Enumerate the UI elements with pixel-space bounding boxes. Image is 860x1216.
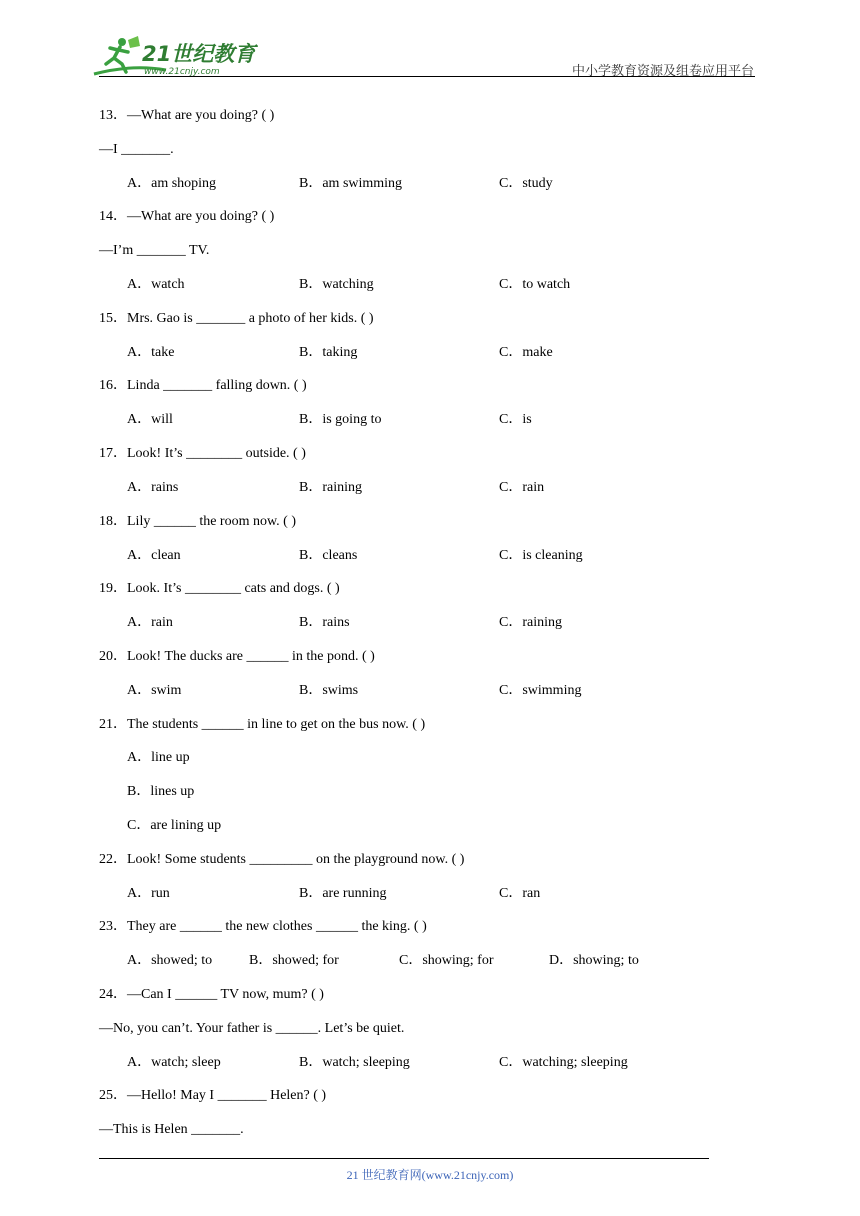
answer-option: A．rains xyxy=(127,480,179,495)
answer-option: B．am swimming xyxy=(299,176,403,191)
question-line: —I’m _______ TV. xyxy=(99,243,210,258)
question-line: —No, you can’t. Your father is ______. Let’s be quiet. xyxy=(99,1021,405,1036)
answer-option: B．lines up xyxy=(127,784,195,799)
site-logo xyxy=(92,34,258,78)
platform-title: 中小学教育资源及组卷应用平台 xyxy=(571,64,754,79)
question-line: —This is Helen _______. xyxy=(99,1122,244,1137)
answer-option: A．showed; to xyxy=(127,953,213,968)
answer-option: B．raining xyxy=(299,480,362,495)
footer-divider xyxy=(99,1158,709,1159)
answer-option: A．watch xyxy=(127,277,185,292)
answer-option: A．line up xyxy=(127,750,190,765)
answer-option: B．swims xyxy=(299,683,359,698)
question-line: 19．Look. It’s ________ cats and dogs. ( ) xyxy=(99,581,340,596)
header-divider xyxy=(99,76,755,77)
answer-option: B．showed; for xyxy=(249,953,339,968)
answer-option: B．cleans xyxy=(299,548,358,563)
answer-option: A．clean xyxy=(127,548,181,563)
question-line: 16．Linda _______ falling down. ( ) xyxy=(99,378,307,393)
answer-option: B．are running xyxy=(299,886,387,901)
question-line: 25．—Hello! May I _______ Helen? ( ) xyxy=(99,1088,327,1103)
answer-option: C．study xyxy=(499,176,553,191)
answer-option: C．ran xyxy=(499,886,541,901)
answer-option: A．am shoping xyxy=(127,176,217,191)
answer-option: B．watch; sleeping xyxy=(299,1055,410,1070)
question-line: 20．Look! The ducks are ______ in the pond. ( ) xyxy=(99,649,375,664)
answer-option: C．swimming xyxy=(499,683,582,698)
answer-option: C．make xyxy=(499,345,553,360)
answer-option: C．raining xyxy=(499,615,562,630)
answer-option: C．showing; for xyxy=(399,953,494,968)
question-line: 24．—Can I ______ TV now, mum? ( ) xyxy=(99,987,324,1002)
answer-option: A．take xyxy=(127,345,175,360)
answer-option: A．swim xyxy=(127,683,182,698)
answer-option: D．showing; to xyxy=(549,953,639,968)
logo-text: 21世纪教育 xyxy=(142,42,256,66)
answer-option: C．is cleaning xyxy=(499,548,583,563)
answer-option: A．will xyxy=(127,412,173,427)
answer-option: C．to watch xyxy=(499,277,571,292)
answer-option: C．watching; sleeping xyxy=(499,1055,628,1070)
answer-option: C．are lining up xyxy=(127,818,222,833)
answer-option: A．watch; sleep xyxy=(127,1055,221,1070)
question-line: 17．Look! It’s ________ outside. ( ) xyxy=(99,446,306,461)
question-line: —I _______. xyxy=(99,142,174,157)
answer-option: C．rain xyxy=(499,480,545,495)
answer-option: A．rain xyxy=(127,615,173,630)
answer-option: A．run xyxy=(127,886,170,901)
answer-option: B．taking xyxy=(299,345,358,360)
answer-option: B．watching xyxy=(299,277,374,292)
question-line: 13．—What are you doing? ( ) xyxy=(99,108,275,123)
question-line: 23．They are ______ the new clothes ______ the king. ( ) xyxy=(99,919,427,934)
question-line: 18．Lily ______ the room now. ( ) xyxy=(99,514,297,529)
answer-option: B．rains xyxy=(299,615,350,630)
question-line: 15．Mrs. Gao is _______ a photo of her kids. ( ) xyxy=(99,311,374,326)
answer-option: C．is xyxy=(499,412,532,427)
answer-option: B．is going to xyxy=(299,412,382,427)
question-line: 22．Look! Some students _________ on the playground now. ( ) xyxy=(99,852,465,867)
question-line: 21．The students ______ in line to get on the bus now. ( ) xyxy=(99,717,426,732)
logo-url: www.21cnjy.com xyxy=(144,67,220,77)
question-line: 14．—What are you doing? ( ) xyxy=(99,209,275,224)
footer-text: 21 世纪教育网(www.21cnjy.com) xyxy=(346,1168,514,1182)
